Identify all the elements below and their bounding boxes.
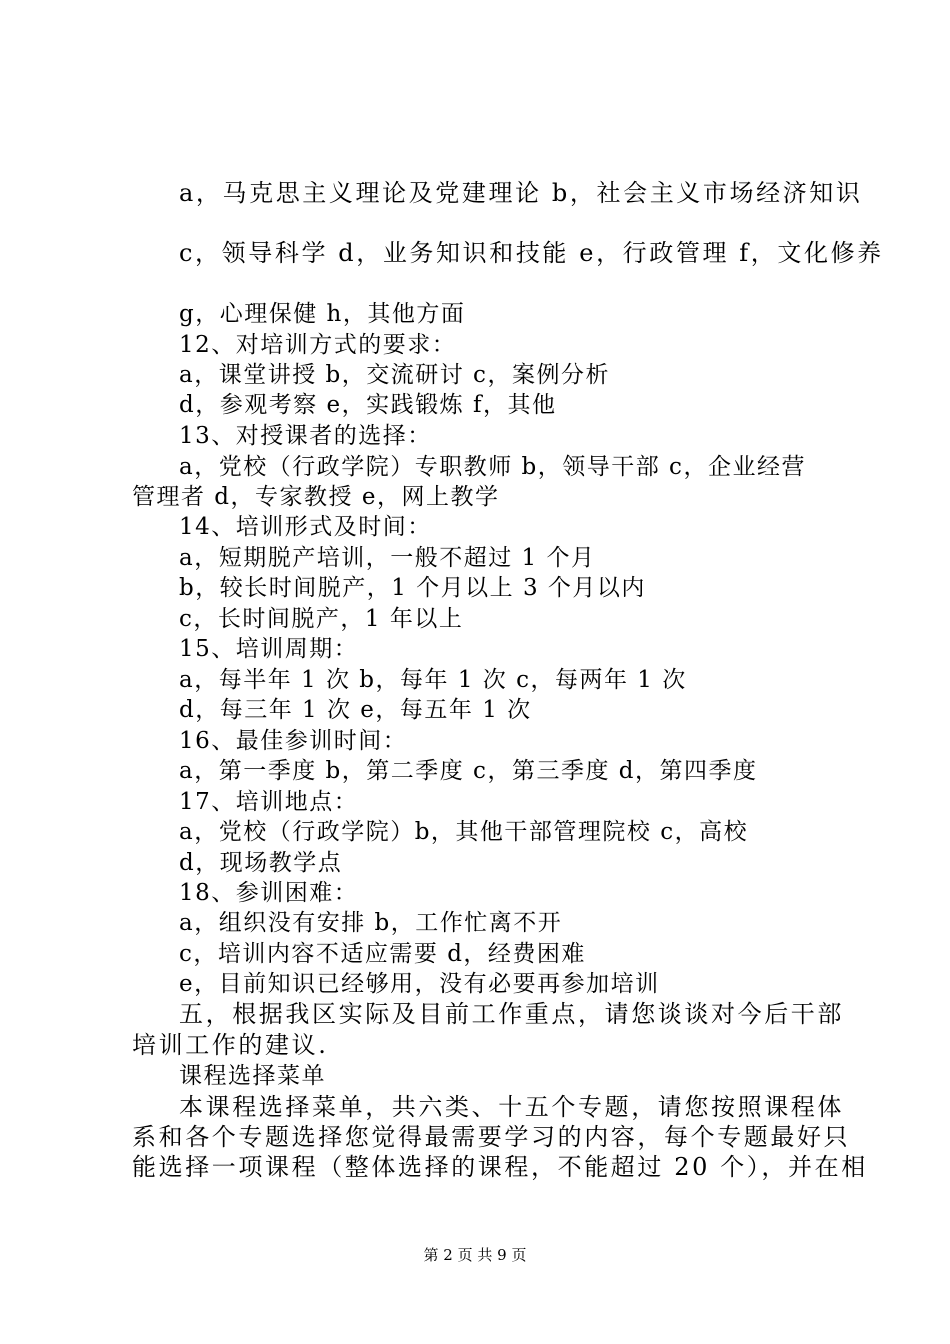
text-line: a，每半年 1 次 b，每年 1 次 c，每两年 1 次 <box>179 667 687 693</box>
text-line: a，课堂讲授 b，交流研讨 c，案例分析 <box>179 362 610 388</box>
text-line: e，目前知识已经够用，没有必要再参加培训 <box>179 971 660 997</box>
text-line: c，长时间脱产，1 年以上 <box>179 606 464 632</box>
text-line: g，心理保健 h，其他方面 <box>179 301 466 327</box>
text-line: 16、最佳参训时间： <box>179 728 408 754</box>
text-line: a，组织没有安排 b，工作忙离不开 <box>179 910 563 936</box>
text-line: 五，根据我区实际及目前工作重点，请您谈谈对今后干部 <box>179 1000 844 1028</box>
text-line: 17、培训地点： <box>179 789 359 815</box>
text-line: 能选择一项课程（整体选择的课程，不能超过 20 个），并在相 <box>132 1153 868 1181</box>
text-line: 培训工作的建议. <box>132 1031 329 1059</box>
text-line: 14、培训形式及时间： <box>179 514 432 540</box>
text-line: b，较长时间脱产，1 个月以上 3 个月以内 <box>179 575 646 601</box>
text-line: c，培训内容不适应需要 d，经费困难 <box>179 941 586 967</box>
text-line: 15、培训周期： <box>179 636 359 662</box>
text-line: a，第一季度 b，第二季度 c，第三季度 d，第四季度 <box>179 758 758 784</box>
page-number-footer: 第 2 页 共 9 页 <box>423 1246 527 1264</box>
text-line: a，短期脱产培训，一般不超过 1 个月 <box>179 545 596 571</box>
text-line: 13、对授课者的选择： <box>179 423 432 449</box>
text-line: a，党校（行政学院）专职教师 b，领导干部 c，企业经营 <box>179 454 806 480</box>
text-line: 18、参训困难： <box>179 880 359 906</box>
text-line: 管理者 d，专家教授 e，网上教学 <box>132 484 500 510</box>
text-line: 系和各个专题选择您觉得最需要学习的内容，每个专题最好只 <box>132 1123 851 1151</box>
text-line: 本课程选择菜单，共六类、十五个专题，请您按照课程体 <box>179 1093 844 1121</box>
text-line: d，参观考察 e，实践锻炼 f，其他 <box>179 392 557 418</box>
text-line: a，马克思主义理论及党建理论 b，社会主义市场经济知识 <box>179 179 863 207</box>
text-line: 12、对培训方式的要求： <box>179 332 457 358</box>
text-line: d，每三年 1 次 e，每五年 1 次 <box>179 697 532 723</box>
text-line: c，领导科学 d，业务知识和技能 e，行政管理 f，文化修养 <box>179 239 884 267</box>
section-heading: 课程选择菜单 <box>179 1063 326 1089</box>
text-line: d，现场教学点 <box>179 850 343 876</box>
text-line: a，党校（行政学院）b，其他干部管理院校 c，高校 <box>179 819 749 845</box>
